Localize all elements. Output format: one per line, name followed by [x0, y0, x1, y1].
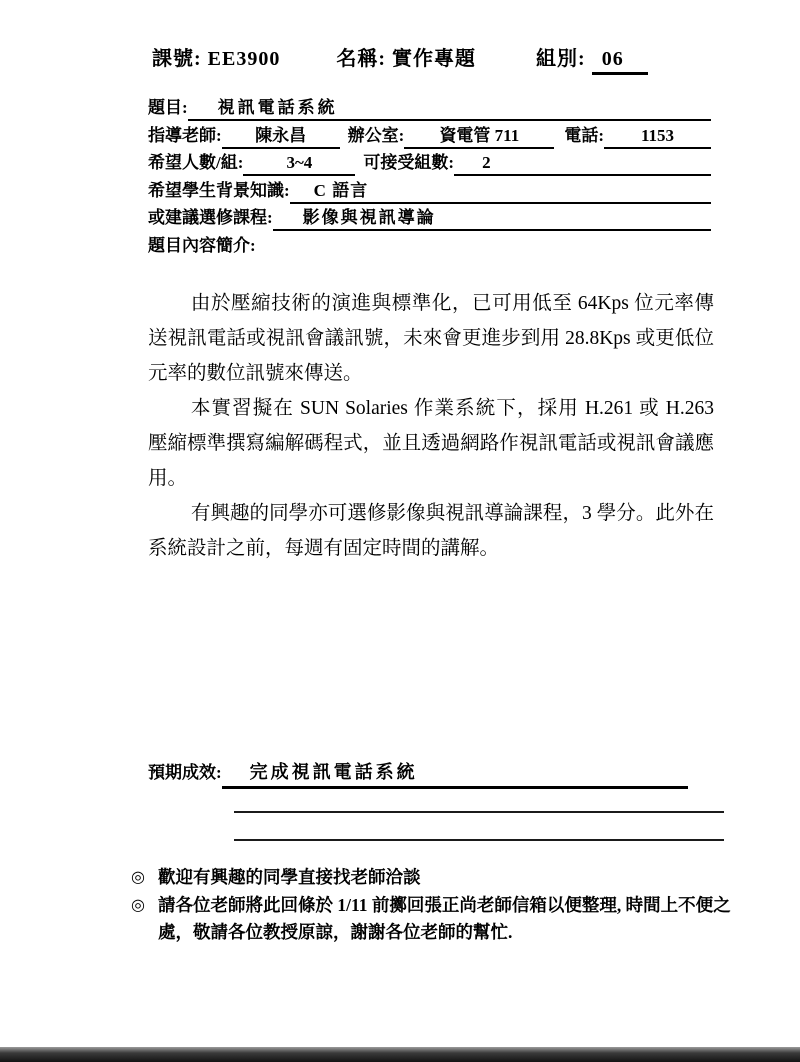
course-name-group [336, 42, 476, 71]
expected-results-row [148, 758, 720, 789]
document-header [152, 42, 648, 75]
phone-label: 電話: [564, 125, 605, 145]
blank-answer-line [234, 811, 724, 813]
note-item [131, 864, 743, 892]
suggested-courses-field: 影像與視訊導論 [273, 203, 711, 231]
office-label: 辦公室: [347, 125, 405, 145]
double-circle-bullet-icon: ◎ [131, 869, 145, 886]
suggested-courses-label: 或建議選修課程: [148, 208, 273, 228]
group-number-value: 06 [592, 48, 648, 75]
max-groups-label: 可接受組數: [363, 153, 455, 173]
group-number-group [536, 42, 648, 75]
proposal-form [148, 93, 711, 259]
course-number-value: EE3900 [207, 48, 281, 70]
intro-paragraph-3: 有興趣的同學亦可選修影像與視訊導論課程，3 學分。此外在系統設計之前，每週有固定時間的講解。 [148, 503, 714, 559]
title-field: 視訊電話系統 [188, 93, 711, 121]
background-knowledge-label: 希望學生背景知識: [148, 180, 290, 200]
note-item [131, 892, 743, 947]
course-number-label: 課號: [152, 48, 202, 70]
expected-results-field: 完成視訊電話系統 [222, 758, 688, 789]
expected-results-section [148, 758, 720, 841]
course-name-value: 實作專題 [392, 48, 477, 70]
phone-field: 1153 [604, 126, 711, 149]
blank-answer-line [234, 839, 724, 841]
intro-body [148, 286, 714, 566]
title-label: 題目: [148, 98, 188, 117]
scan-edge-artifact [0, 1047, 800, 1062]
course-number-group [152, 42, 280, 71]
form-row-group-size [148, 148, 711, 176]
background-knowledge-field: C 語言 [290, 176, 711, 204]
group-size-field: 3~4 [243, 153, 355, 176]
group-size-label: 希望人數/組: [148, 153, 244, 173]
expected-results-label: 預期成效: [148, 763, 222, 782]
form-row-suggested-courses [148, 203, 711, 231]
note-text: 請各位老師將此回條於 1/11 前擲回張正尚老師信箱以便整理, 時間上不便之處，敬請各位教授原諒，謝謝各位老師的幫忙. [158, 894, 731, 942]
note-text: 歡迎有興趣的同學直接找老師洽談 [158, 867, 421, 887]
form-row-intro-heading [148, 231, 711, 259]
intro-heading: 題目內容簡介: [148, 235, 256, 255]
intro-paragraph-2: 本實習擬在 SUN Solaries 作業系統下，採用 H.261 或 H.263 壓縮標準撰寫編解碼程式，並且透過網路作視訊電話或視訊會議應用。 [148, 398, 714, 489]
course-name-label: 名稱: [336, 48, 387, 70]
form-row-title [148, 93, 711, 121]
double-circle-bullet-icon: ◎ [131, 896, 145, 914]
footer-notes [131, 864, 743, 947]
advisor-field: 陳永昌 [222, 121, 340, 149]
max-groups-field: 2 [454, 153, 711, 176]
group-number-label: 組別: [536, 48, 586, 70]
advisor-label: 指導老師: [148, 125, 222, 145]
office-field: 資電管 711 [404, 121, 554, 149]
form-row-background [148, 176, 711, 204]
intro-paragraph-1: 由於壓縮技術的演進與標準化，已可用低至 64Kps 位元率傳送視訊電話或視訊會議訊號，未來會更進步到用 28.8Kps 或更低位元率的數位訊號來傳送。 [148, 293, 714, 384]
form-row-advisor [148, 121, 711, 149]
